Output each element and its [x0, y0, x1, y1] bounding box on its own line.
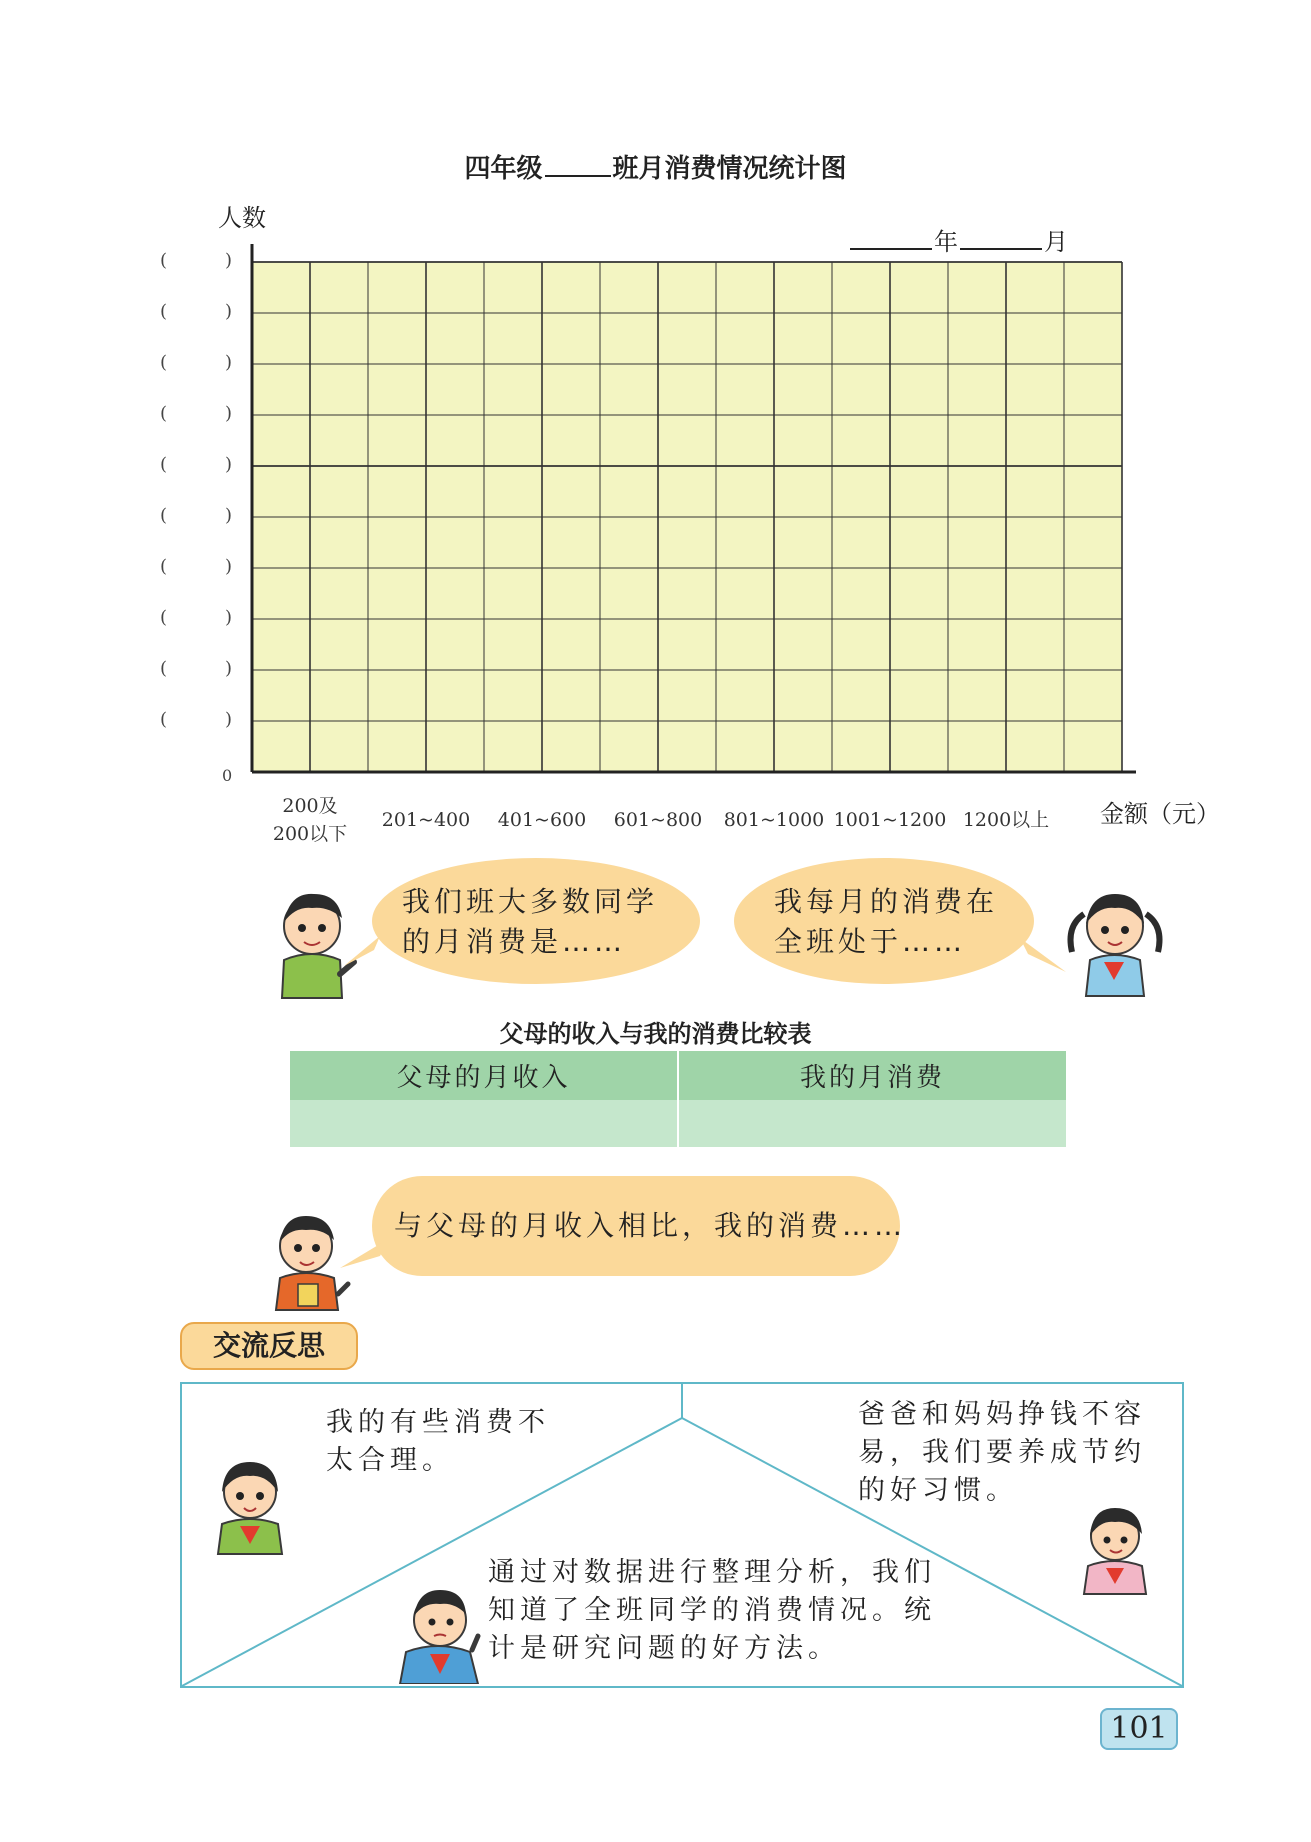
- x-tick-label-line: 1001~1200: [833, 809, 947, 831]
- paren-right: ): [224, 505, 232, 526]
- reflect-text-right: [858, 1396, 1146, 1510]
- table-header-row: [290, 1051, 1066, 1100]
- y-zero-label: 0: [222, 766, 233, 785]
- x-tick-label-line: 801~1000: [723, 809, 825, 831]
- x-tick-label: [250, 792, 370, 848]
- reflect-text-bottom: [488, 1554, 936, 1668]
- speech-bubble-majority: [372, 858, 700, 984]
- header-my-spending: 我的月消费: [678, 1051, 1066, 1100]
- girl-character-icon: [1072, 1500, 1158, 1596]
- bubble-tail: [1020, 938, 1066, 978]
- paren-right: ): [224, 556, 232, 577]
- girl-character-icon: [204, 1452, 296, 1556]
- paren-left: (: [160, 556, 168, 577]
- x-tick-label: [714, 806, 834, 834]
- x-tick-label-line: 401~600: [497, 809, 587, 831]
- boy-character-icon: [392, 1580, 488, 1684]
- section-tag-reflect: 交流反思: [180, 1322, 358, 1370]
- paren-right: ): [224, 403, 232, 424]
- paren-right: ): [224, 709, 232, 730]
- paren-left: (: [160, 301, 168, 322]
- x-tick-label: [830, 806, 950, 834]
- year-label: 年: [934, 228, 958, 256]
- chart-grid: [240, 240, 1140, 780]
- paren-right: ): [224, 607, 232, 628]
- bubble-tail: [344, 936, 384, 976]
- paren-left: (: [160, 658, 168, 679]
- paren-left: (: [160, 709, 168, 730]
- bubble-text-line: 的月消费是……: [402, 925, 627, 958]
- bubble-text-line: 与父母的月收入相比，我的消费……: [394, 1209, 907, 1242]
- x-tick-label-line: 200以下: [272, 823, 348, 845]
- reflect-line: 爸爸和妈妈挣钱不容: [858, 1399, 1146, 1430]
- bubble-tail: [340, 1238, 390, 1272]
- x-tick-label-line: 201~400: [381, 809, 471, 831]
- reflect-line: 通过对数据进行整理分析，我们: [488, 1557, 936, 1588]
- reflect-text-left: [326, 1404, 550, 1480]
- paren-left: (: [160, 454, 168, 475]
- reflect-line: 易，我们要养成节约: [858, 1437, 1146, 1468]
- title-prefix: 四年级: [464, 154, 543, 184]
- paren-left: (: [160, 505, 168, 526]
- bubble-text-line: 我每月的消费在: [774, 885, 999, 918]
- x-tick-label: [946, 806, 1066, 834]
- header-parent-income: 父母的月收入: [290, 1051, 678, 1100]
- x-tick-label: [366, 806, 486, 834]
- x-tick-label: [598, 806, 718, 834]
- paren-right: ): [224, 352, 232, 373]
- y-axis-label: 人数: [218, 204, 266, 232]
- table-title: 父母的收入与我的消费比较表: [499, 1020, 812, 1048]
- class-blank[interactable]: [545, 153, 611, 177]
- x-tick-label-line: 601~800: [613, 809, 703, 831]
- paren-left: (: [160, 250, 168, 271]
- chart-title: [0, 148, 1311, 185]
- comparison-table: [290, 1051, 1066, 1147]
- paren-left: (: [160, 352, 168, 373]
- reflect-line: 知道了全班同学的消费情况。统: [488, 1595, 936, 1626]
- boy-character-icon: [262, 1206, 352, 1312]
- cell-parent-income[interactable]: [290, 1100, 678, 1147]
- speech-bubble-rank: [734, 858, 1034, 984]
- cell-my-spending[interactable]: [678, 1100, 1066, 1147]
- bubble-text-line: 我们班大多数同学: [402, 885, 659, 918]
- reflect-line: 计是研究问题的好方法。: [488, 1633, 840, 1664]
- speech-bubble-compare: [372, 1176, 907, 1276]
- table-row: [290, 1100, 1066, 1147]
- paren-right: ): [224, 250, 232, 271]
- girl-character-icon: [1062, 880, 1168, 998]
- paren-right: ): [224, 658, 232, 679]
- x-tick-label-line: 1200以上: [962, 809, 1050, 831]
- month-label: 月: [1044, 228, 1068, 256]
- x-axis-unit: 金额（元）: [1100, 800, 1220, 828]
- reflect-line: 太合理。: [326, 1445, 454, 1476]
- x-tick-label: [482, 806, 602, 834]
- paren-right: ): [224, 301, 232, 322]
- paren-left: (: [160, 403, 168, 424]
- reflect-line: 我的有些消费不: [326, 1407, 550, 1438]
- paren-right: ): [224, 454, 232, 475]
- x-tick-label-line: 200及: [282, 795, 338, 817]
- title-suffix: 班月消费情况统计图: [612, 154, 847, 184]
- reflect-line: 的好习惯。: [858, 1475, 1018, 1506]
- page-number: 101: [1100, 1708, 1178, 1750]
- bubble-text-line: 全班处于……: [774, 925, 967, 958]
- paren-left: (: [160, 607, 168, 628]
